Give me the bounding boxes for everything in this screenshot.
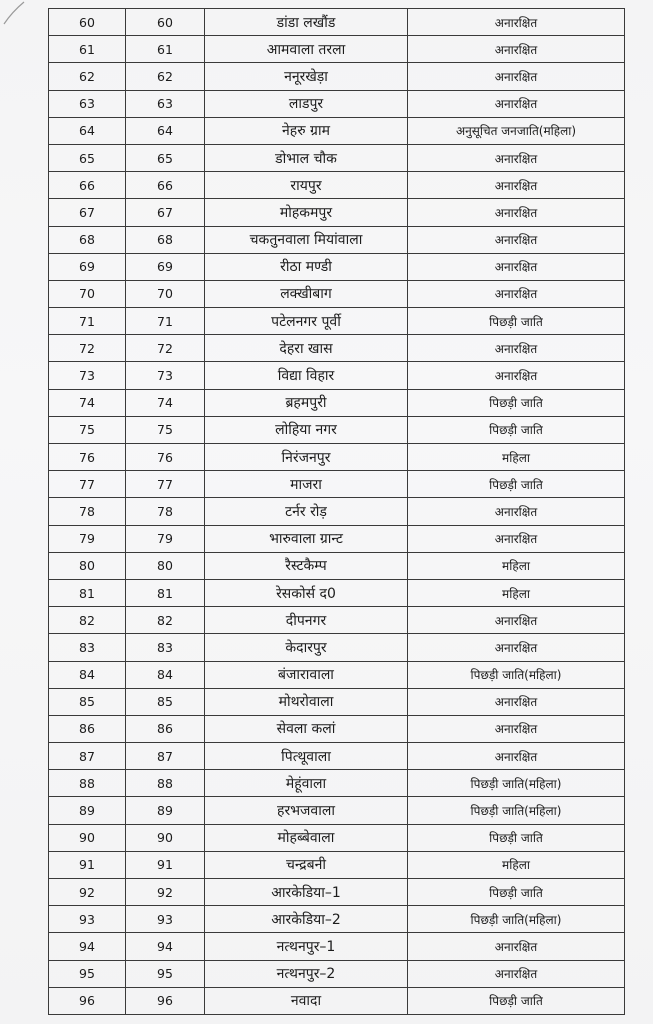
ward-name-cell: विद्या विहार [205, 362, 408, 389]
ward-number-cell: 91 [126, 851, 205, 878]
reservation-category-cell: अनारक्षित [408, 144, 625, 171]
reservation-category-cell: अनारक्षित [408, 362, 625, 389]
table-row [49, 906, 625, 933]
table-row [49, 444, 625, 471]
table-row [49, 172, 625, 199]
ward-number-cell: 61 [126, 36, 205, 63]
ward-name-cell: रायपुर [205, 172, 408, 199]
ward-number-cell: 92 [126, 879, 205, 906]
table-row [49, 362, 625, 389]
reservation-category-cell: अनारक्षित [408, 688, 625, 715]
reservation-category-cell: पिछड़ी जाति [408, 879, 625, 906]
serial-number-cell: 84 [49, 661, 126, 688]
reservation-category-cell: पिछड़ी जाति(महिला) [408, 661, 625, 688]
reservation-category-cell: अनारक्षित [408, 933, 625, 960]
ward-name-cell: केदारपुर [205, 634, 408, 661]
ward-name-cell: रीठा मण्डी [205, 253, 408, 280]
reservation-category-cell: पिछड़ी जाति [408, 416, 625, 443]
ward-name-cell: सेवला कलां [205, 715, 408, 742]
ward-name-cell: देहरा खास [205, 335, 408, 362]
ward-number-cell: 82 [126, 607, 205, 634]
serial-number-cell: 94 [49, 933, 126, 960]
table-body [49, 9, 625, 1015]
reservation-category-cell: महिला [408, 552, 625, 579]
serial-number-cell: 92 [49, 879, 126, 906]
ward-number-cell: 63 [126, 90, 205, 117]
serial-number-cell: 82 [49, 607, 126, 634]
serial-number-cell: 72 [49, 335, 126, 362]
ward-number-cell: 64 [126, 117, 205, 144]
table-row [49, 661, 625, 688]
ward-name-cell: नत्थनपुर–1 [205, 933, 408, 960]
ward-name-cell: चकतुनवाला मियांवाला [205, 226, 408, 253]
ward-name-cell: मोथरोवाला [205, 688, 408, 715]
ward-number-cell: 79 [126, 525, 205, 552]
ward-name-cell: नत्थनपुर–2 [205, 960, 408, 987]
ward-number-cell: 67 [126, 199, 205, 226]
serial-number-cell: 95 [49, 960, 126, 987]
ward-number-cell: 66 [126, 172, 205, 199]
reservation-category-cell: पिछड़ी जाति [408, 987, 625, 1014]
table-row [49, 389, 625, 416]
serial-number-cell: 91 [49, 851, 126, 878]
serial-number-cell: 89 [49, 797, 126, 824]
ward-number-cell: 81 [126, 579, 205, 606]
ward-name-cell: लक्खीबाग [205, 280, 408, 307]
ward-number-cell: 74 [126, 389, 205, 416]
ward-name-cell: दीपनगर [205, 607, 408, 634]
reservation-category-cell: अनारक्षित [408, 743, 625, 770]
table-row [49, 280, 625, 307]
table-row [49, 552, 625, 579]
serial-number-cell: 70 [49, 280, 126, 307]
ward-name-cell: चन्द्रबनी [205, 851, 408, 878]
ward-name-cell: नेहरु ग्राम [205, 117, 408, 144]
reservation-category-cell: अनारक्षित [408, 960, 625, 987]
table-row [49, 226, 625, 253]
reservation-category-cell: अनारक्षित [408, 280, 625, 307]
serial-number-cell: 75 [49, 416, 126, 443]
serial-number-cell: 93 [49, 906, 126, 933]
ward-name-cell: माजरा [205, 471, 408, 498]
ward-name-cell: नवादा [205, 987, 408, 1014]
ward-number-cell: 72 [126, 335, 205, 362]
serial-number-cell: 67 [49, 199, 126, 226]
ward-name-cell: ब्रहमपुरी [205, 389, 408, 416]
reservation-category-cell: महिला [408, 444, 625, 471]
reservation-category-cell: पिछड़ी जाति [408, 308, 625, 335]
reservation-category-cell: अनारक्षित [408, 253, 625, 280]
table-row [49, 308, 625, 335]
serial-number-cell: 62 [49, 63, 126, 90]
table-row [49, 90, 625, 117]
ward-number-cell: 68 [126, 226, 205, 253]
ward-name-cell: भारुवाला ग्रान्ट [205, 525, 408, 552]
table-row [49, 335, 625, 362]
serial-number-cell: 77 [49, 471, 126, 498]
table-row [49, 416, 625, 443]
table-row [49, 36, 625, 63]
table-row [49, 824, 625, 851]
ward-number-cell: 93 [126, 906, 205, 933]
reservation-category-cell: अनुसूचित जनजाति(महिला) [408, 117, 625, 144]
reservation-category-cell: अनारक्षित [408, 90, 625, 117]
serial-number-cell: 63 [49, 90, 126, 117]
ward-name-cell: डांडा लखौंड [205, 9, 408, 36]
ward-number-cell: 88 [126, 770, 205, 797]
ward-number-cell: 73 [126, 362, 205, 389]
ward-name-cell: टर्नर रोड़ [205, 498, 408, 525]
ward-number-cell: 70 [126, 280, 205, 307]
serial-number-cell: 85 [49, 688, 126, 715]
reservation-category-cell: पिछड़ी जाति [408, 824, 625, 851]
reservation-category-cell: अनारक्षित [408, 335, 625, 362]
serial-number-cell: 78 [49, 498, 126, 525]
serial-number-cell: 83 [49, 634, 126, 661]
ward-number-cell: 75 [126, 416, 205, 443]
table-row [49, 525, 625, 552]
table-row [49, 9, 625, 36]
ward-number-cell: 62 [126, 63, 205, 90]
serial-number-cell: 73 [49, 362, 126, 389]
serial-number-cell: 87 [49, 743, 126, 770]
ward-name-cell: आरकेडिया–2 [205, 906, 408, 933]
reservation-category-cell: अनारक्षित [408, 715, 625, 742]
table-row [49, 743, 625, 770]
ward-name-cell: पित्थूवाला [205, 743, 408, 770]
reservation-category-cell: अनारक्षित [408, 634, 625, 661]
serial-number-cell: 64 [49, 117, 126, 144]
ward-number-cell: 77 [126, 471, 205, 498]
page-corner-mark [2, 0, 28, 26]
reservation-category-cell: अनारक्षित [408, 63, 625, 90]
ward-name-cell: ननूरखेड़ा [205, 63, 408, 90]
serial-number-cell: 66 [49, 172, 126, 199]
table-row [49, 960, 625, 987]
ward-number-cell: 94 [126, 933, 205, 960]
serial-number-cell: 96 [49, 987, 126, 1014]
ward-number-cell: 96 [126, 987, 205, 1014]
table-row [49, 144, 625, 171]
table-row [49, 634, 625, 661]
ward-name-cell: आमवाला तरला [205, 36, 408, 63]
ward-number-cell: 78 [126, 498, 205, 525]
ward-number-cell: 89 [126, 797, 205, 824]
reservation-category-cell: अनारक्षित [408, 172, 625, 199]
ward-name-cell: लोहिया नगर [205, 416, 408, 443]
table-row [49, 770, 625, 797]
serial-number-cell: 68 [49, 226, 126, 253]
serial-number-cell: 69 [49, 253, 126, 280]
ward-number-cell: 69 [126, 253, 205, 280]
table-row [49, 933, 625, 960]
ward-name-cell: आरकेडिया–1 [205, 879, 408, 906]
ward-number-cell: 87 [126, 743, 205, 770]
table-row [49, 63, 625, 90]
reservation-category-cell: अनारक्षित [408, 36, 625, 63]
serial-number-cell: 81 [49, 579, 126, 606]
ward-name-cell: हरभजवाला [205, 797, 408, 824]
table-row [49, 498, 625, 525]
table-row [49, 851, 625, 878]
serial-number-cell: 86 [49, 715, 126, 742]
serial-number-cell: 60 [49, 9, 126, 36]
reservation-category-cell: अनारक्षित [408, 9, 625, 36]
table-row [49, 688, 625, 715]
serial-number-cell: 79 [49, 525, 126, 552]
ward-number-cell: 60 [126, 9, 205, 36]
ward-number-cell: 86 [126, 715, 205, 742]
ward-name-cell: बंजारावाला [205, 661, 408, 688]
serial-number-cell: 90 [49, 824, 126, 851]
table-row [49, 199, 625, 226]
ward-name-cell: रैस्टकैम्प [205, 552, 408, 579]
reservation-category-cell: महिला [408, 579, 625, 606]
serial-number-cell: 88 [49, 770, 126, 797]
ward-name-cell: मोहब्बेवाला [205, 824, 408, 851]
ward-number-cell: 71 [126, 308, 205, 335]
serial-number-cell: 61 [49, 36, 126, 63]
ward-name-cell: लाडपुर [205, 90, 408, 117]
reservation-category-cell: पिछड़ी जाति [408, 389, 625, 416]
ward-number-cell: 83 [126, 634, 205, 661]
reservation-category-cell: पिछड़ी जाति(महिला) [408, 797, 625, 824]
table-row [49, 879, 625, 906]
ward-name-cell: मोहकमपुर [205, 199, 408, 226]
serial-number-cell: 80 [49, 552, 126, 579]
table-row [49, 715, 625, 742]
ward-number-cell: 76 [126, 444, 205, 471]
reservation-category-cell: पिछड़ी जाति [408, 471, 625, 498]
ward-number-cell: 84 [126, 661, 205, 688]
reservation-category-cell: अनारक्षित [408, 498, 625, 525]
ward-number-cell: 65 [126, 144, 205, 171]
serial-number-cell: 74 [49, 389, 126, 416]
table-row [49, 797, 625, 824]
ward-name-cell: पटेलनगर पूर्वी [205, 308, 408, 335]
ward-number-cell: 95 [126, 960, 205, 987]
ward-number-cell: 90 [126, 824, 205, 851]
table-row [49, 579, 625, 606]
table-row [49, 471, 625, 498]
table-row [49, 607, 625, 634]
serial-number-cell: 65 [49, 144, 126, 171]
ward-name-cell: रेसकोर्स द0 [205, 579, 408, 606]
table-row [49, 987, 625, 1014]
ward-number-cell: 80 [126, 552, 205, 579]
ward-name-cell: डोभाल चौक [205, 144, 408, 171]
reservation-category-cell: अनारक्षित [408, 525, 625, 552]
table-row [49, 117, 625, 144]
table-row [49, 253, 625, 280]
ward-name-cell: मेहूंवाला [205, 770, 408, 797]
reservation-category-cell: अनारक्षित [408, 607, 625, 634]
serial-number-cell: 76 [49, 444, 126, 471]
reservation-category-cell: पिछड़ी जाति(महिला) [408, 906, 625, 933]
reservation-category-cell: महिला [408, 851, 625, 878]
reservation-category-cell: अनारक्षित [408, 199, 625, 226]
reservation-category-cell: अनारक्षित [408, 226, 625, 253]
reservation-category-cell: पिछड़ी जाति(महिला) [408, 770, 625, 797]
ward-name-cell: निरंजनपुर [205, 444, 408, 471]
ward-number-cell: 85 [126, 688, 205, 715]
serial-number-cell: 71 [49, 308, 126, 335]
ward-reservation-table [48, 8, 625, 1015]
